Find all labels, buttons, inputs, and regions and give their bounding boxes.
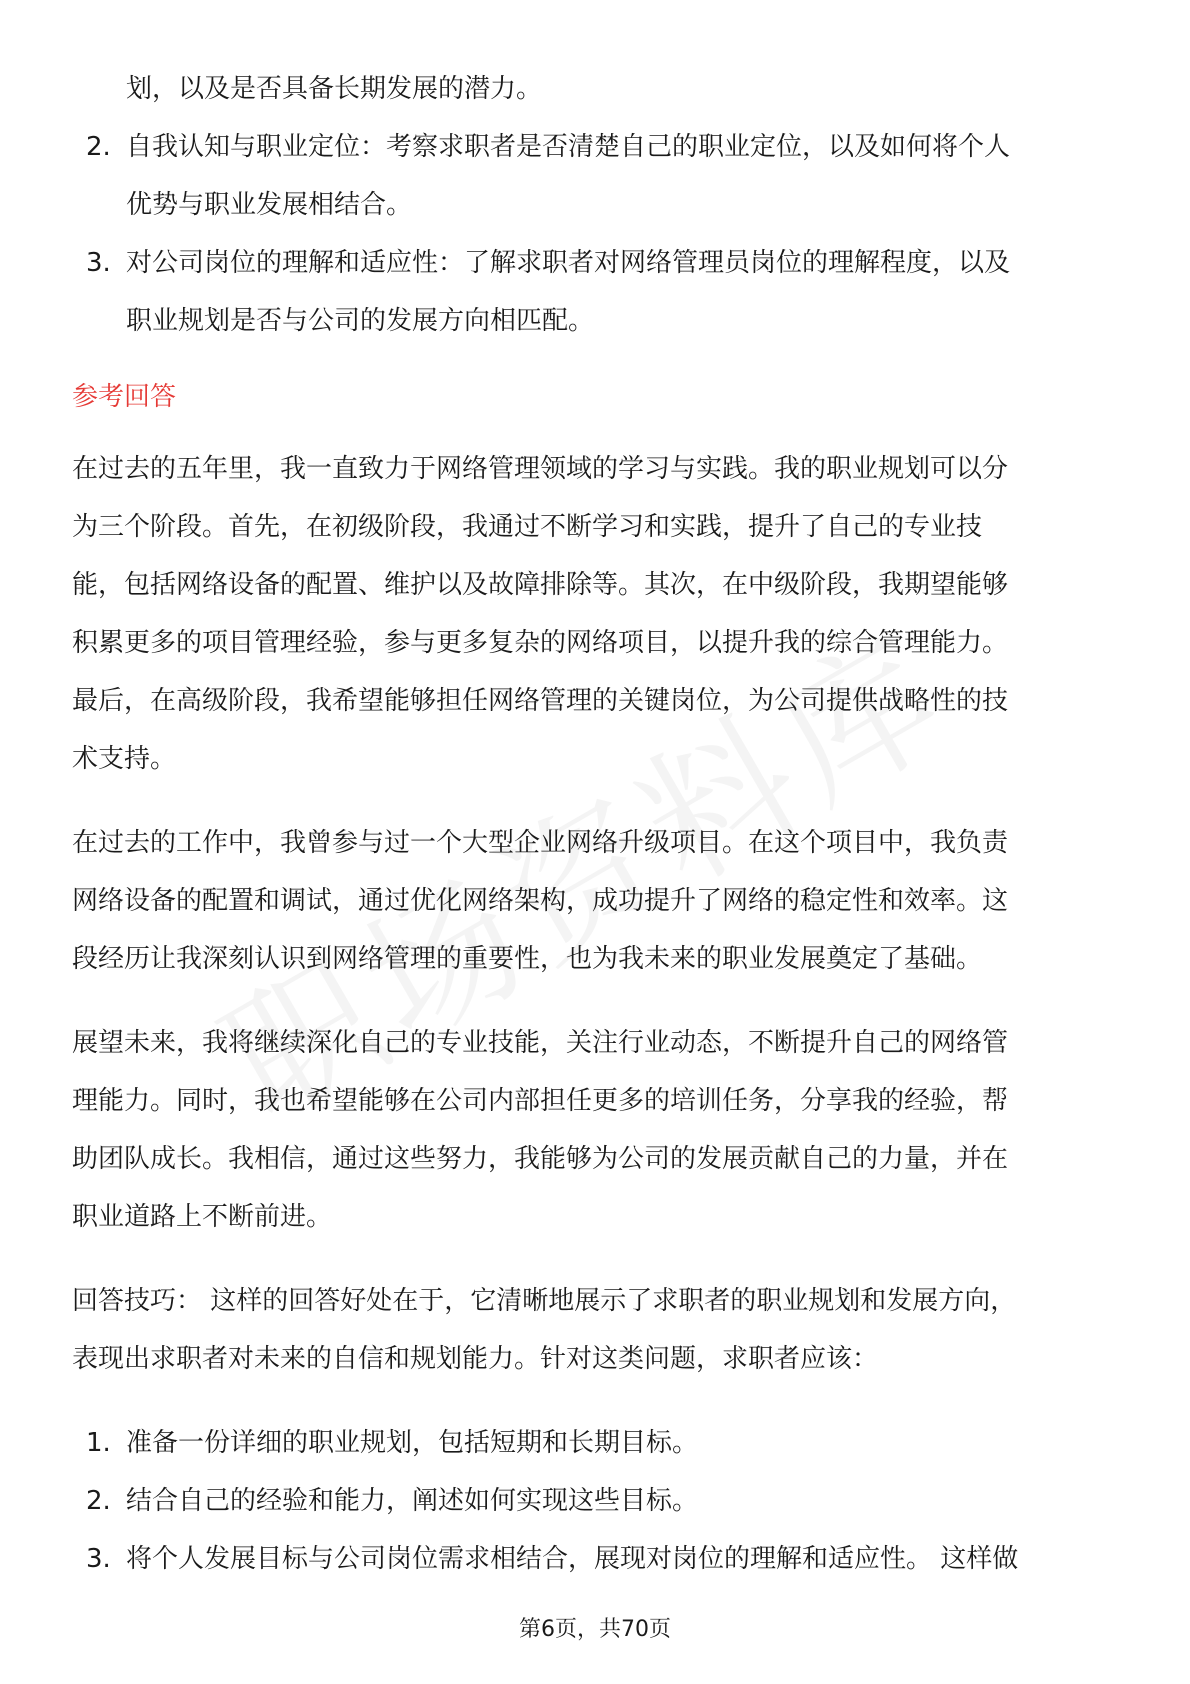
list-item (72, 234, 1122, 350)
text-line: 助团队成长。我相信，通过这些努力，我能够为公司的发展贡献自己的力量，并在 (72, 1144, 1009, 1174)
list-text-line: 自我认知与职业定位：考察求职者是否清楚自己的职业定位，以及如何将个人 (126, 132, 1011, 162)
list-number: 1. (86, 1428, 111, 1458)
answer-paragraph (72, 814, 1122, 988)
answer-paragraph (72, 1014, 1122, 1246)
list-text-line: 准备一份详细的职业规划，包括短期和长期目标。 (126, 1428, 699, 1458)
list-item (72, 1472, 1122, 1530)
text-line: 理能力。同时，我也希望能够在公司内部担任更多的培训任务，分享我的经验，帮 (72, 1086, 1009, 1116)
list-item (72, 118, 1122, 234)
list-text-line: 对公司岗位的理解和适应性：了解求职者对网络管理员岗位的理解程度，以及 (126, 248, 1011, 278)
evaluation-list (72, 118, 1122, 350)
list-number: 3. (86, 248, 111, 278)
text-line: 在过去的五年里，我一直致力于网络管理领域的学习与实践。我的职业规划可以分 (72, 454, 1009, 484)
text-line: 最后，在高级阶段，我希望能够担任网络管理的关键岗位，为公司提供战略性的技 (72, 686, 1009, 716)
text-line: 在过去的工作中，我曾参与过一个大型企业网络升级项目。在这个项目中，我负责 (72, 828, 1009, 858)
text-line: 表现出求职者对未来的自信和规划能力。针对这类问题，求职者应该： (72, 1344, 879, 1374)
tips-list (72, 1414, 1122, 1588)
text-line: 能，包括网络设备的配置、维护以及故障排除等。其次，在中级阶段，我期望能够 (72, 570, 1009, 600)
text-line: 积累更多的项目管理经验，参与更多复杂的网络项目，以提升我的综合管理能力。 (72, 628, 1009, 658)
text-line: 为三个阶段。首先，在初级阶段，我通过不断学习和实践，提升了自己的专业技 (72, 512, 983, 542)
text-line: 术支持。 (72, 744, 177, 774)
list-item-continuation: 划，以及是否具备长期发展的潜力。 (126, 74, 543, 104)
list-text-line: 将个人发展目标与公司岗位需求相结合，展现对岗位的理解和适应性。 这样做 (126, 1544, 1019, 1574)
section-heading: 参考回答 (72, 382, 177, 412)
list-item (72, 1530, 1122, 1588)
answer-paragraph (72, 440, 1122, 788)
text-line: 段经历让我深刻认识到网络管理的重要性，也为我未来的职业发展奠定了基础。 (72, 944, 983, 974)
text-line: 回答技巧： 这样的回答好处在于，它清晰地展示了求职者的职业规划和发展方向， (72, 1286, 1017, 1316)
list-text-line: 优势与职业发展相结合。 (126, 190, 413, 220)
list-text-line: 结合自己的经验和能力，阐述如何实现这些目标。 (126, 1486, 699, 1516)
list-number: 2. (86, 132, 111, 162)
list-number: 3. (86, 1544, 111, 1574)
text-line: 职业道路上不断前进。 (72, 1202, 333, 1232)
page-footer: 第6页，共70页 (519, 1617, 671, 1642)
list-item (72, 1414, 1122, 1472)
text-line: 展望未来，我将继续深化自己的专业技能，关注行业动态，不断提升自己的网络管 (72, 1028, 1009, 1058)
tips-paragraph (72, 1272, 1122, 1388)
list-text-line: 职业规划是否与公司的发展方向相匹配。 (126, 306, 595, 336)
list-number: 2. (86, 1486, 111, 1516)
document-body (72, 60, 1122, 1588)
text-line: 网络设备的配置和调试，通过优化网络架构，成功提升了网络的稳定性和效率。这 (72, 886, 1009, 916)
